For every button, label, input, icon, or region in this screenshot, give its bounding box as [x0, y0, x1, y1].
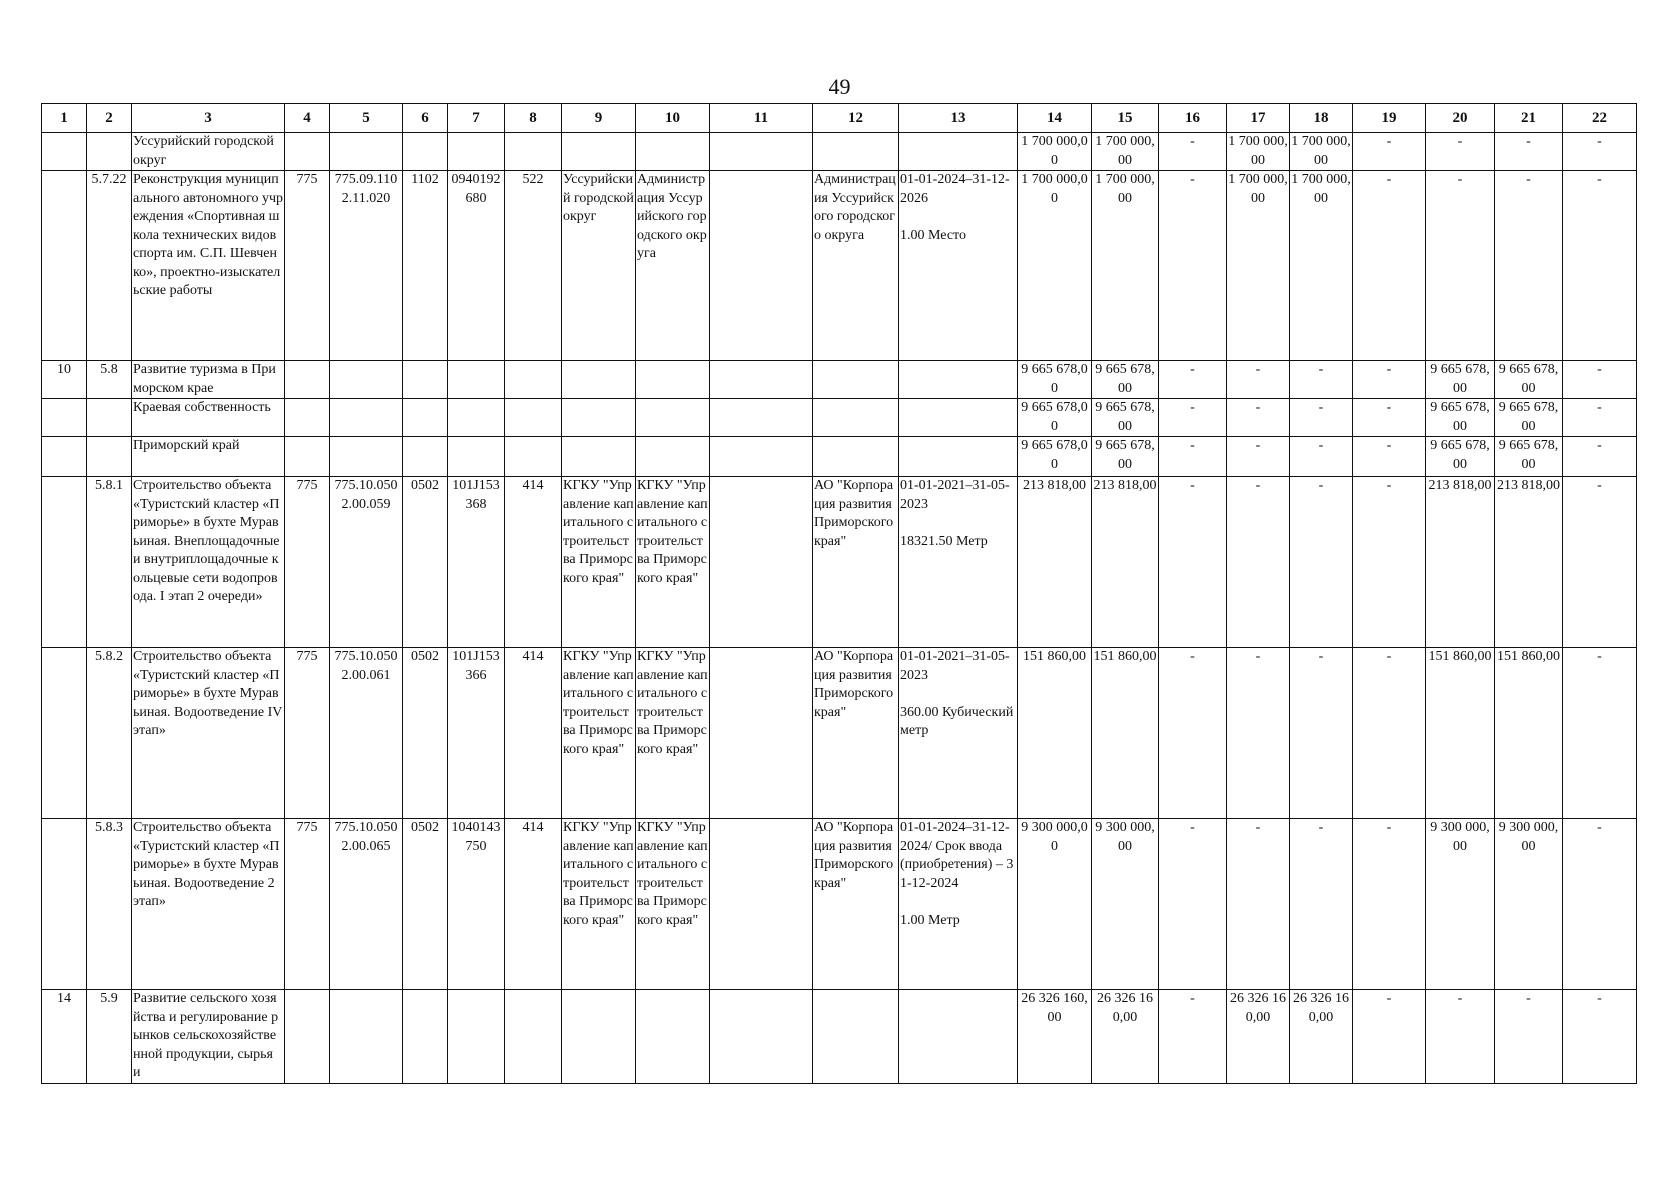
cell-col-6	[403, 437, 448, 477]
row-primorsky	[42, 437, 1637, 477]
header-cell-10: 10	[636, 104, 710, 133]
data-table	[41, 103, 1637, 1084]
cell-col-14: 1 700 000,00	[1018, 171, 1092, 361]
cell-col-9: КГКУ "Управление капитального строительства Приморского края"	[562, 648, 636, 819]
cell-col-22: -	[1563, 133, 1637, 171]
cell-col-4: 775	[285, 648, 330, 819]
cell-col-9	[562, 133, 636, 171]
cell-col-5	[330, 361, 403, 399]
cell-col-10	[636, 399, 710, 437]
header-cell-20: 20	[1426, 104, 1495, 133]
cell-col-21: 213 818,00	[1495, 477, 1563, 648]
cell-col-11	[710, 361, 813, 399]
page-number: 49	[828, 74, 851, 99]
cell-col-13: 01-01-2021–31-05-2023 360.00 Кубический метр	[899, 648, 1018, 819]
cell-col-10: КГКУ "Управление капитального строительства Приморского края"	[636, 819, 710, 990]
cell-col-4: 775	[285, 477, 330, 648]
cell-col-3: Краевая собственность	[132, 399, 285, 437]
cell-col-1: 14	[42, 990, 87, 1084]
header-cell-3: 3	[132, 104, 285, 133]
cell-col-3: Реконструкция муниципального автономного учреждения «Спортивная школа технических видов спорта им. С.П. Шевченко», проектно-изыскательские работы	[132, 171, 285, 361]
cell-col-7	[448, 133, 505, 171]
cell-col-6	[403, 399, 448, 437]
row-5-9	[42, 990, 1637, 1084]
cell-col-19: -	[1353, 399, 1426, 437]
cell-col-4	[285, 361, 330, 399]
cell-col-12	[813, 437, 899, 477]
cell-col-15: 26 326 160,00	[1092, 990, 1159, 1084]
header-cell-4: 4	[285, 104, 330, 133]
cell-col-10	[636, 361, 710, 399]
cell-col-8	[505, 990, 562, 1084]
cell-col-8: 414	[505, 477, 562, 648]
cell-col-4	[285, 133, 330, 171]
cell-col-8	[505, 361, 562, 399]
cell-col-9	[562, 399, 636, 437]
cell-col-18: -	[1290, 819, 1353, 990]
cell-col-16: -	[1159, 648, 1227, 819]
cell-col-17: -	[1227, 437, 1290, 477]
cell-col-2: 5.8.2	[87, 648, 132, 819]
cell-col-3: Строительство объекта «Туристский кластер «Приморье» в бухте Муравьиная. Водоотведение 2 этап»	[132, 819, 285, 990]
cell-col-21: 9 665 678,00	[1495, 437, 1563, 477]
header-cell-2: 2	[87, 104, 132, 133]
cell-col-13	[899, 437, 1018, 477]
cell-col-7: 101J153366	[448, 648, 505, 819]
cell-col-2	[87, 399, 132, 437]
cell-col-5	[330, 399, 403, 437]
cell-col-9	[562, 437, 636, 477]
cell-col-15: 213 818,00	[1092, 477, 1159, 648]
cell-col-11	[710, 399, 813, 437]
cell-col-1	[42, 133, 87, 171]
cell-col-2	[87, 133, 132, 171]
cell-col-14: 9 300 000,00	[1018, 819, 1092, 990]
cell-col-1: 10	[42, 361, 87, 399]
cell-col-1	[42, 437, 87, 477]
header-cell-19: 19	[1353, 104, 1426, 133]
cell-col-8: 522	[505, 171, 562, 361]
cell-col-9: КГКУ "Управление капитального строительства Приморского края"	[562, 819, 636, 990]
cell-col-22: -	[1563, 990, 1637, 1084]
cell-col-1	[42, 171, 87, 361]
cell-col-1	[42, 399, 87, 437]
cell-col-4: 775	[285, 171, 330, 361]
cell-col-22: -	[1563, 648, 1637, 819]
cell-col-16: -	[1159, 819, 1227, 990]
cell-col-4	[285, 399, 330, 437]
cell-col-6	[403, 361, 448, 399]
cell-col-3: Приморский край	[132, 437, 285, 477]
cell-col-17: -	[1227, 361, 1290, 399]
cell-col-21: -	[1495, 133, 1563, 171]
cell-col-6: 0502	[403, 477, 448, 648]
cell-col-18: -	[1290, 399, 1353, 437]
cell-col-1	[42, 477, 87, 648]
header-cell-5: 5	[330, 104, 403, 133]
cell-col-20: 9 665 678,00	[1426, 399, 1495, 437]
cell-col-20: -	[1426, 133, 1495, 171]
cell-col-19: -	[1353, 819, 1426, 990]
cell-col-3: Развитие сельского хозяйства и регулирование рынков сельскохозяйственной продукции, сырья и	[132, 990, 285, 1084]
cell-col-22: -	[1563, 437, 1637, 477]
cell-col-2: 5.8.1	[87, 477, 132, 648]
cell-col-14: 1 700 000,00	[1018, 133, 1092, 171]
cell-col-6	[403, 133, 448, 171]
header-cell-17: 17	[1227, 104, 1290, 133]
cell-col-12	[813, 399, 899, 437]
cell-col-7	[448, 990, 505, 1084]
cell-col-14: 9 665 678,00	[1018, 437, 1092, 477]
cell-col-16: -	[1159, 399, 1227, 437]
cell-col-16: -	[1159, 171, 1227, 361]
cell-col-15: 9 665 678,00	[1092, 437, 1159, 477]
cell-col-6: 1102	[403, 171, 448, 361]
cell-col-18: -	[1290, 648, 1353, 819]
cell-col-15: 9 665 678,00	[1092, 361, 1159, 399]
cell-col-22: -	[1563, 477, 1637, 648]
cell-col-10: КГКУ "Управление капитального строительства Приморского края"	[636, 477, 710, 648]
cell-col-18: 26 326 160,00	[1290, 990, 1353, 1084]
cell-col-17: -	[1227, 648, 1290, 819]
row-kraevaya	[42, 399, 1637, 437]
cell-col-13	[899, 361, 1018, 399]
row-5-8-1	[42, 477, 1637, 648]
row-5-8-3	[42, 819, 1637, 990]
row-5-8-2	[42, 648, 1637, 819]
cell-col-15: 9 300 000,00	[1092, 819, 1159, 990]
cell-col-9	[562, 990, 636, 1084]
cell-col-4	[285, 437, 330, 477]
cell-col-12	[813, 990, 899, 1084]
cell-col-15: 9 665 678,00	[1092, 399, 1159, 437]
cell-col-11	[710, 133, 813, 171]
cell-col-19: -	[1353, 361, 1426, 399]
cell-col-17: -	[1227, 477, 1290, 648]
header-cell-14: 14	[1018, 104, 1092, 133]
row-ussuriysk-total	[42, 133, 1637, 171]
cell-col-13: 01-01-2024–31-12-2024/ Срок ввода (приобретения) – 31-12-2024 1.00 Метр	[899, 819, 1018, 990]
cell-col-5: 775.09.1102.11.020	[330, 171, 403, 361]
cell-col-19: -	[1353, 648, 1426, 819]
cell-col-7: 101J153368	[448, 477, 505, 648]
cell-col-22: -	[1563, 361, 1637, 399]
cell-col-15: 151 860,00	[1092, 648, 1159, 819]
cell-col-4: 775	[285, 819, 330, 990]
cell-col-22: -	[1563, 171, 1637, 361]
cell-col-16: -	[1159, 477, 1227, 648]
cell-col-14: 26 326 160,00	[1018, 990, 1092, 1084]
cell-col-11	[710, 648, 813, 819]
cell-col-16: -	[1159, 361, 1227, 399]
cell-col-2: 5.9	[87, 990, 132, 1084]
cell-col-10	[636, 990, 710, 1084]
cell-col-21: 9 665 678,00	[1495, 399, 1563, 437]
cell-col-10: КГКУ "Управление капитального строительства Приморского края"	[636, 648, 710, 819]
header-cell-15: 15	[1092, 104, 1159, 133]
header-cell-8: 8	[505, 104, 562, 133]
cell-col-10	[636, 437, 710, 477]
header-cell-12: 12	[813, 104, 899, 133]
header-cell-6: 6	[403, 104, 448, 133]
cell-col-20: 9 300 000,00	[1426, 819, 1495, 990]
cell-col-9: КГКУ "Управление капитального строительства Приморского края"	[562, 477, 636, 648]
cell-col-13	[899, 133, 1018, 171]
cell-col-17: 26 326 160,00	[1227, 990, 1290, 1084]
cell-col-9	[562, 361, 636, 399]
header-cell-7: 7	[448, 104, 505, 133]
cell-col-8	[505, 399, 562, 437]
cell-col-14: 151 860,00	[1018, 648, 1092, 819]
cell-col-3: Строительство объекта «Туристский кластер «Приморье» в бухте Муравьиная. Водоотведение IV этап»	[132, 648, 285, 819]
cell-col-21: -	[1495, 990, 1563, 1084]
cell-col-11	[710, 819, 813, 990]
cell-col-18: -	[1290, 437, 1353, 477]
header-cell-1: 1	[42, 104, 87, 133]
cell-col-20: -	[1426, 171, 1495, 361]
cell-col-8: 414	[505, 648, 562, 819]
cell-col-21: 9 665 678,00	[1495, 361, 1563, 399]
cell-col-18: -	[1290, 477, 1353, 648]
cell-col-2: 5.8	[87, 361, 132, 399]
cell-col-21: 9 300 000,00	[1495, 819, 1563, 990]
cell-col-21: 151 860,00	[1495, 648, 1563, 819]
cell-col-20: -	[1426, 990, 1495, 1084]
cell-col-16: -	[1159, 133, 1227, 171]
cell-col-17: 1 700 000,00	[1227, 171, 1290, 361]
header-cell-13: 13	[899, 104, 1018, 133]
cell-col-3: Развитие туризма в Приморском крае	[132, 361, 285, 399]
header-cell-22: 22	[1563, 104, 1637, 133]
cell-col-17: -	[1227, 819, 1290, 990]
cell-col-12: АО "Корпорация развития Приморского края"	[813, 819, 899, 990]
cell-col-9: Уссурийский городской округ	[562, 171, 636, 361]
header-row	[42, 104, 1637, 133]
cell-col-18: 1 700 000,00	[1290, 133, 1353, 171]
cell-col-22: -	[1563, 819, 1637, 990]
cell-col-5	[330, 990, 403, 1084]
cell-col-5: 775.10.0502.00.059	[330, 477, 403, 648]
cell-col-12	[813, 361, 899, 399]
cell-col-19: -	[1353, 990, 1426, 1084]
cell-col-19: -	[1353, 477, 1426, 648]
cell-col-15: 1 700 000,00	[1092, 171, 1159, 361]
cell-col-18: -	[1290, 361, 1353, 399]
cell-col-19: -	[1353, 133, 1426, 171]
cell-col-5: 775.10.0502.00.061	[330, 648, 403, 819]
header-cell-16: 16	[1159, 104, 1227, 133]
cell-col-12: АО "Корпорация развития Приморского края"	[813, 648, 899, 819]
cell-col-2: 5.8.3	[87, 819, 132, 990]
cell-col-17: -	[1227, 399, 1290, 437]
cell-col-7: 0940192680	[448, 171, 505, 361]
cell-col-13	[899, 399, 1018, 437]
cell-col-4	[285, 990, 330, 1084]
cell-col-14: 9 665 678,00	[1018, 361, 1092, 399]
cell-col-12: АО "Корпорация развития Приморского края"	[813, 477, 899, 648]
cell-col-15: 1 700 000,00	[1092, 133, 1159, 171]
cell-col-11	[710, 477, 813, 648]
cell-col-11	[710, 171, 813, 361]
cell-col-1	[42, 648, 87, 819]
cell-col-13: 01-01-2021–31-05-2023 18321.50 Метр	[899, 477, 1018, 648]
cell-col-17: 1 700 000,00	[1227, 133, 1290, 171]
cell-col-6	[403, 990, 448, 1084]
cell-col-12: Администрация Уссурийского городского округа	[813, 171, 899, 361]
cell-col-2	[87, 437, 132, 477]
cell-col-11	[710, 437, 813, 477]
row-5-8	[42, 361, 1637, 399]
header-cell-9: 9	[562, 104, 636, 133]
cell-col-5	[330, 437, 403, 477]
cell-col-19: -	[1353, 437, 1426, 477]
cell-col-13	[899, 990, 1018, 1084]
row-5-7-22	[42, 171, 1637, 361]
cell-col-10	[636, 133, 710, 171]
cell-col-2: 5.7.22	[87, 171, 132, 361]
cell-col-3: Строительство объекта «Туристский кластер «Приморье» в бухте Муравьиная. Внеплощадочные и внутриплощадочные кольцевые сети водопровода. I этап 2 очереди»	[132, 477, 285, 648]
header-cell-18: 18	[1290, 104, 1353, 133]
cell-col-3: Уссурийский городской округ	[132, 133, 285, 171]
cell-col-8	[505, 133, 562, 171]
cell-col-1	[42, 819, 87, 990]
header-cell-21: 21	[1495, 104, 1563, 133]
cell-col-18: 1 700 000,00	[1290, 171, 1353, 361]
header-cell-11: 11	[710, 104, 813, 133]
cell-col-10: Администрация Уссурийского городского округа	[636, 171, 710, 361]
cell-col-22: -	[1563, 399, 1637, 437]
cell-col-20: 151 860,00	[1426, 648, 1495, 819]
cell-col-12	[813, 133, 899, 171]
cell-col-7	[448, 399, 505, 437]
cell-col-13: 01-01-2024–31-12-2026 1.00 Место	[899, 171, 1018, 361]
cell-col-16: -	[1159, 990, 1227, 1084]
cell-col-5	[330, 133, 403, 171]
cell-col-21: -	[1495, 171, 1563, 361]
cell-col-19: -	[1353, 171, 1426, 361]
cell-col-14: 9 665 678,00	[1018, 399, 1092, 437]
cell-col-8: 414	[505, 819, 562, 990]
cell-col-6: 0502	[403, 648, 448, 819]
cell-col-20: 9 665 678,00	[1426, 437, 1495, 477]
cell-col-20: 9 665 678,00	[1426, 361, 1495, 399]
cell-col-6: 0502	[403, 819, 448, 990]
cell-col-20: 213 818,00	[1426, 477, 1495, 648]
cell-col-16: -	[1159, 437, 1227, 477]
cell-col-8	[505, 437, 562, 477]
cell-col-14: 213 818,00	[1018, 477, 1092, 648]
cell-col-5: 775.10.0502.00.065	[330, 819, 403, 990]
cell-col-11	[710, 990, 813, 1084]
cell-col-7	[448, 361, 505, 399]
cell-col-7: 1040143750	[448, 819, 505, 990]
cell-col-7	[448, 437, 505, 477]
